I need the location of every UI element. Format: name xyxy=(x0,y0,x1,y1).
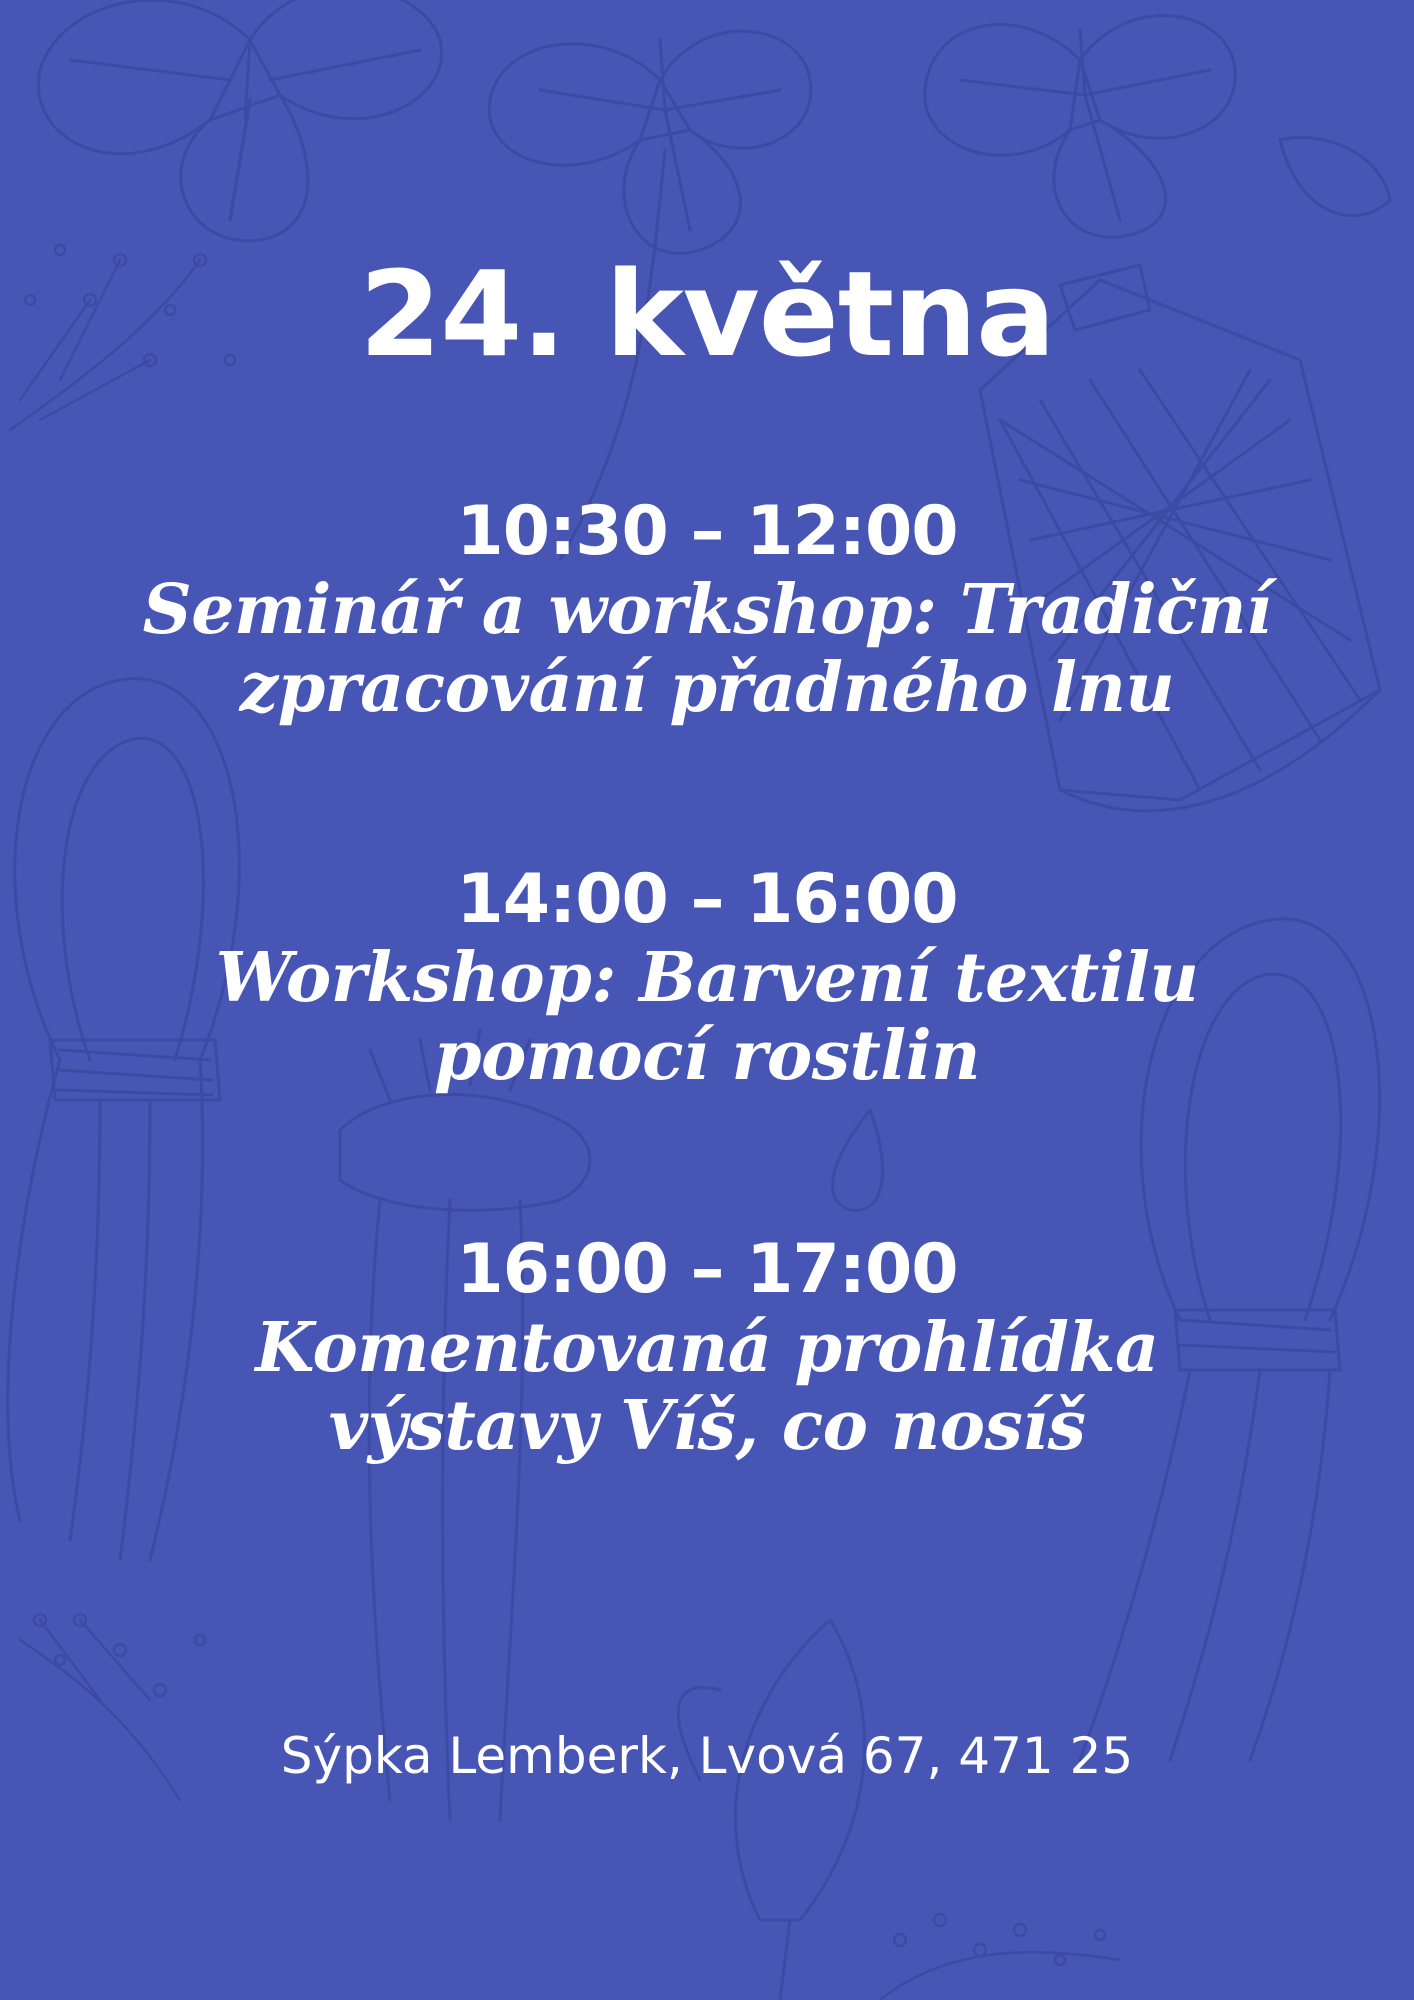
program-title xyxy=(120,939,1294,1095)
program-title-line: výstavy Víš, co nosíš xyxy=(328,1386,1086,1466)
program-time: 16:00 – 17:00 xyxy=(456,1230,958,1309)
event-date: 24. května xyxy=(359,245,1055,383)
program-title-line: pomocí rostlin xyxy=(433,1016,981,1096)
program-title xyxy=(120,571,1294,727)
program-time: 14:00 – 16:00 xyxy=(456,860,958,939)
program-title-line: zpracování přadného lnu xyxy=(239,648,1175,728)
program-title-line: Seminář a workshop: Tradiční xyxy=(142,570,1272,650)
program-title xyxy=(120,1309,1294,1465)
program-time: 10:30 – 12:00 xyxy=(456,492,958,571)
program-item xyxy=(120,1231,1294,1465)
venue-address: Sýpka Lemberk, Lvová 67, 471 25 xyxy=(280,1727,1134,1785)
program-title-line: Komentovaná prohlídka xyxy=(255,1308,1159,1388)
program-title-line: Workshop: Barvení textilu xyxy=(215,938,1199,1018)
program-item xyxy=(120,493,1294,727)
program-item xyxy=(120,861,1294,1095)
